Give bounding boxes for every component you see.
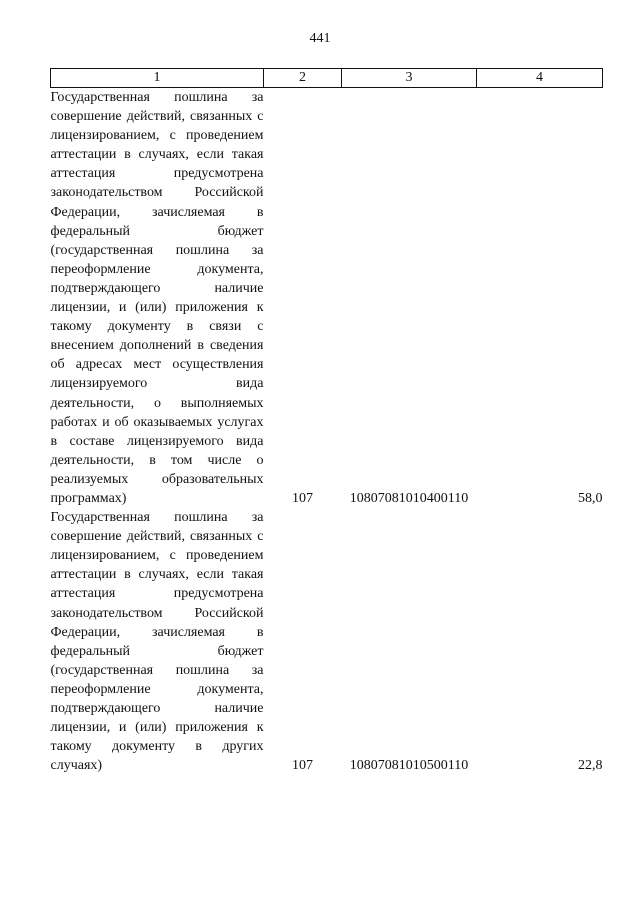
table-row [51,88,603,509]
table-header-row [51,69,603,88]
admin-code: 107 [292,758,313,774]
kbk-code: 10807081010400110 [349,491,469,507]
column-header-4: 4 [477,69,603,88]
amount-value: 58,0 [578,491,603,507]
row-description: Государственная пошлина за совершение действий, связанных с лицензированием, с проведением аттестации в случаях, если такая аттестация предусмотрена законодательством Российской Федерации, зачисляемая в федеральный бюджет (государственная пошлина за переоформление документа, подтверждающего наличие лицензии, и (или) приложения к такому документу в других случаях) [50,510,264,774]
row-description-cell [51,508,264,775]
kbk-code: 10807081010500110 [349,758,469,774]
row-description: Государственная пошлина за совершение действий, связанных с лицензированием, с проведением аттестации в случаях, если такая аттестация предусмотрена законодательством Российской Федерации, зачисляемая в федеральный бюджет (государственная пошлина за переоформление документа, подтверждающего наличие лицензии, и (или) приложения к такому документу в связи с внесением дополнений в сведения об адресах мест осуществления лицензируемого вида деятельности, о выполняемых работах и об оказываемых услугах в составе лицензируемого вида деятельности, в том числе о реализуемых образовательных программах) [50,90,264,506]
column-header-2: 2 [264,69,342,88]
table-row [51,508,603,775]
budget-revenue-table [50,68,603,775]
column-header-1: 1 [51,69,264,88]
row-description-cell [51,88,264,509]
amount-value: 22,8 [578,758,603,774]
column-header-3: 3 [342,69,477,88]
admin-code: 107 [292,491,313,507]
page-number: 441 [309,31,331,46]
